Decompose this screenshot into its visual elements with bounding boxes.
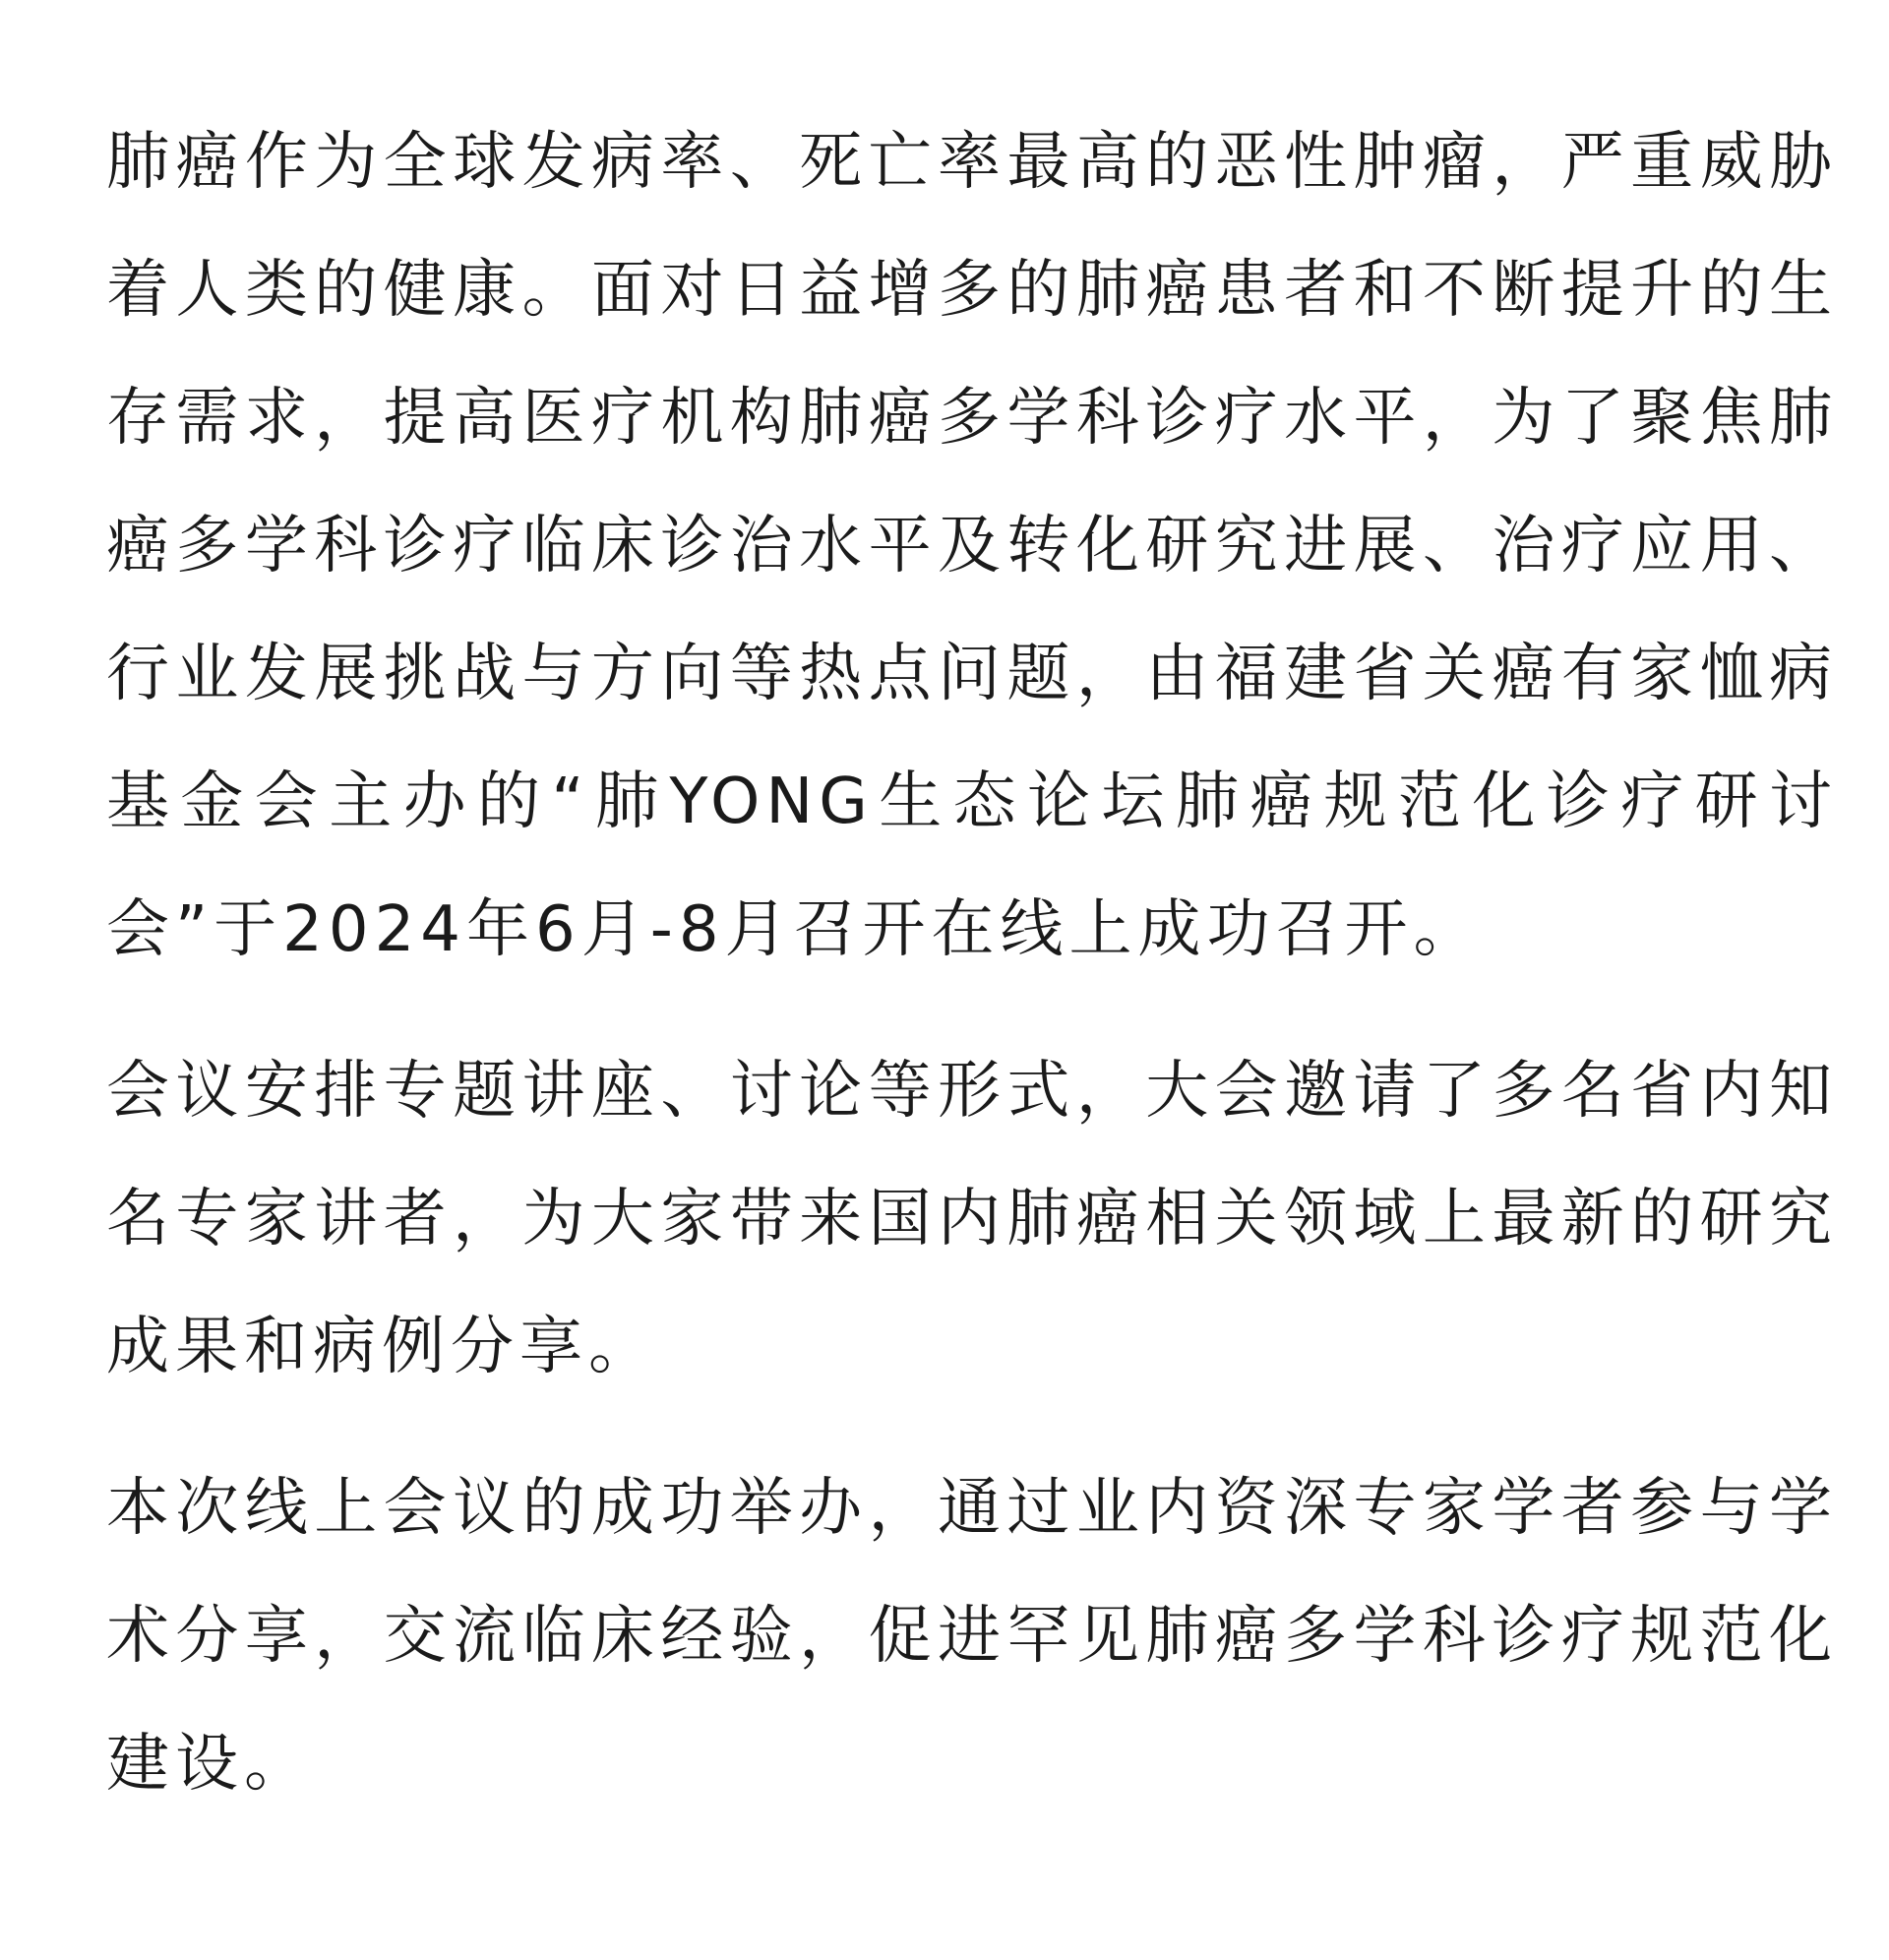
article-paragraph-arrangement: 会议安排专题讲座、讨论等形式，大会邀请了多名省内知名专家讲者，为大家带来国内肺癌相关领域上最新的研究成果和病例分享。 — [106, 1055, 1838, 1383]
article-paragraph-intro: 肺癌作为全球发病率、死亡率最高的恶性肿瘤，严重威胁着人类的健康。面对日益增多的肺癌患者和不断提升的生存需求，提高医疗机构肺癌多学科诊疗水平，为了聚焦肺癌多学科诊疗临床诊治水平及转化研究进展、治疗应用、行业发展挑战与方向等热点问题，由福建省关癌有家恤病基金会主办的“肺YONG生态论坛肺癌规范化诊疗研讨会”于2024年6月-8月召开在线上成功召开。 — [106, 126, 1838, 966]
article-body — [106, 98, 1838, 1862]
article-paragraph-conclusion: 本次线上会议的成功举办，通过业内资深专家学者参与学术分享，交流临床经验，促进罕见肺癌多学科诊疗规范化建设。 — [106, 1472, 1838, 1801]
